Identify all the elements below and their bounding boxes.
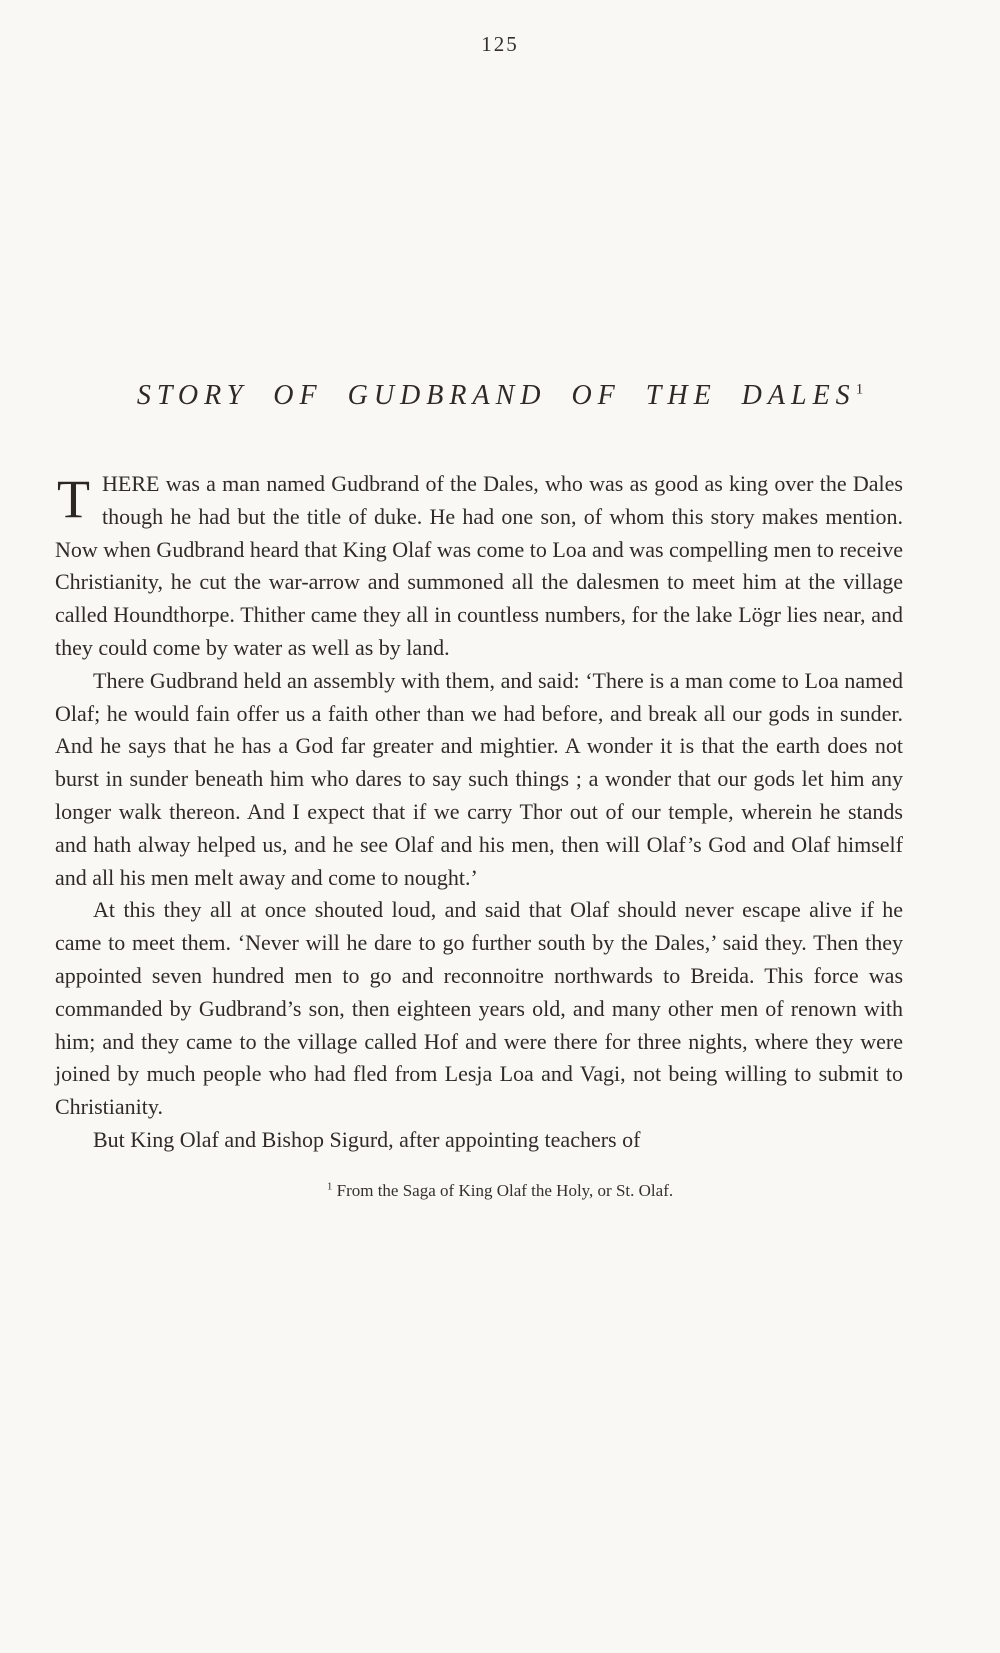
drop-cap: T (57, 469, 90, 529)
page-title (0, 380, 1000, 412)
body-text (55, 468, 903, 1157)
page-number: 125 (481, 32, 519, 56)
page-title-text: STORY OF GUDBRAND OF THE DALES (136, 380, 856, 411)
footnote-marker: 1 (326, 1180, 333, 1193)
paragraph-1-text: HERE was a man named Gudbrand of the Dales, who was as good as king over the Dales though he had but the title of duke. He had one son, of whom this story makes mention. Now when Gudbrand heard that King Olaf was come to Loa and was compelling men to receive Christianity, he cut the war-arrow and summoned all the dalesmen to meet him at the village called Houndthorpe. Thither came they all in countless numbers, for the lake Lögr lies near, and they could come by water as well as by land. (55, 471, 903, 660)
footnote-text: From the Saga of King Olaf the Holy, or St. Olaf. (336, 1180, 674, 1200)
footnote (0, 1181, 1000, 1201)
paragraph-4: But King Olaf and Bishop Sigurd, after appointing teachers of (93, 1126, 641, 1152)
paragraph-1 (55, 468, 903, 665)
paragraph-3: At this they all at once shouted loud, and said that Olaf should never escape alive if he came to meet them. ‘Never will he dare to go further south by the Dales,’ said they. Then they appointed seven hundred men to go and reconnoitre northwards to Breida. This force was commanded by Gudbrand’s son, then eighteen years old, and many other men of renown with him; and they came to the village called Hof and were there for three nights, where they were joined by much people who had fled from Lesja Loa and Vagi, not being willing to submit to Christianity. (55, 897, 903, 1120)
title-footnote-ref: 1 (855, 381, 864, 398)
paragraph-2: There Gudbrand held an assembly with them, and said: ‘There is a man come to Loa named Olaf; he would fain offer us a faith other than we had before, and break all our gods in sunder. And he says that he has a God far greater and mightier. A wonder it is that the earth does not burst in sunder beneath him who dares to say such things ; a wonder that our gods let him any longer walk thereon. And I expect that if we carry Thor out of our temple, wherein he stands and hath alway helped us, and he see Olaf and his men, then will Olaf’s God and Olaf himself and all his men melt away and come to nought.’ (55, 667, 903, 890)
